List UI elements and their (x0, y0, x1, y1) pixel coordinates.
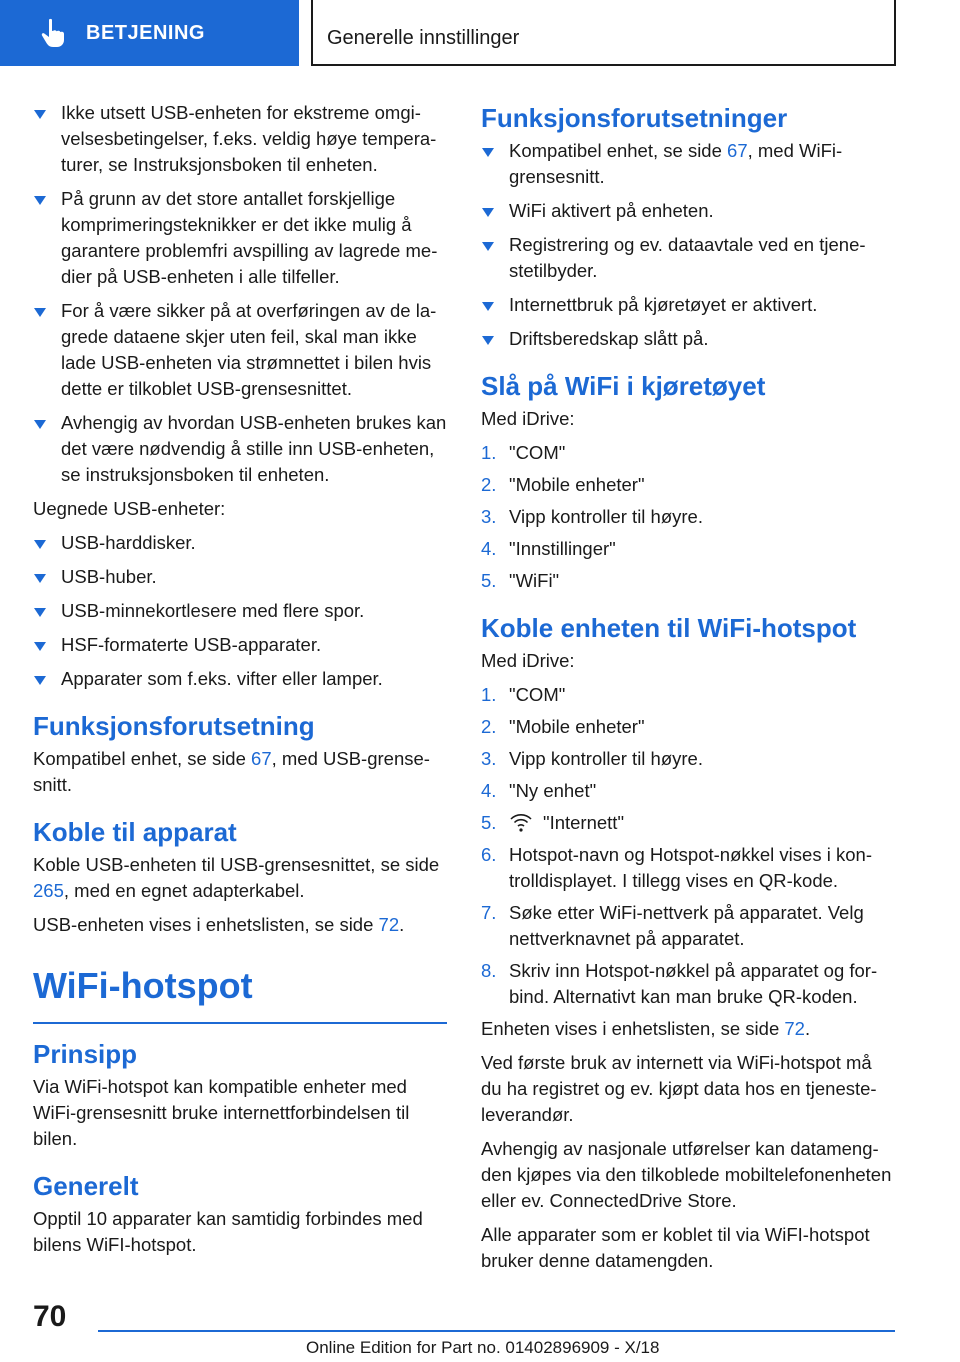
step-item: 4. "Ny enhet" (481, 780, 597, 801)
principle-heading: Prinsipp (33, 1038, 138, 1069)
bullet-triangle-icon (34, 308, 46, 317)
requirement-text: Kompatibel enhet, se side 67, med USB-grensesnitt. (33, 748, 430, 795)
principle-text: Via WiFi-hotspot kan kompatible enheter med WiFi-grensesnitt bruke internettforbindelsen til bilen. (33, 1075, 410, 1149)
wifi-intro: Med iDrive: (481, 408, 575, 429)
bullet-triangle-icon (34, 420, 46, 429)
wifi-icon (509, 811, 533, 833)
bullet-triangle-icon (34, 196, 46, 205)
step-item: 5. "Internett" (481, 812, 625, 833)
list-item: USB-huber. (33, 564, 447, 590)
general-heading: Generelt (33, 1170, 139, 1201)
list-item: USB-minnekortlesere med flere spor. (33, 598, 447, 624)
bullet-triangle-icon (482, 302, 494, 311)
edition-text: Online Edition for Part no. 01402896909 - X/18 (306, 1338, 660, 1357)
page-ref-link[interactable]: 67 (251, 748, 272, 769)
page-number: 70 (33, 1300, 67, 1333)
shared-data-text: Alle apparater som er koblet til via WiFI-hotspot bruker denne datamengden. (481, 1224, 870, 1271)
step-item: 8. Skriv inn Hotspot-nøkkel på apparatet og forbind. Alternativt kan man bruke QR-koden. (481, 960, 878, 1007)
step-item: 3. Vipp kontroller til høyre. (481, 506, 703, 527)
step-item: 4. "Innstillinger" (481, 538, 616, 559)
list-item: Apparater som f.eks. vifter eller lamper. (33, 666, 447, 692)
bullet-triangle-icon (34, 608, 46, 617)
step-item: 1. "COM" (481, 684, 566, 705)
first-use-text: Ved første bruk av internett via WiFi-hotspot må du ha registret og ev. kjøpt data hos en tjenesteleverandør. (481, 1052, 877, 1125)
header-divider (311, 0, 313, 64)
general-text: Opptil 10 apparater kan samtidig forbindes med bilens WiFI-hotspot. (33, 1207, 423, 1255)
bullet-triangle-icon (34, 642, 46, 651)
wifi-heading: Slå på WiFi i kjøretøyet (481, 371, 766, 401)
header-bottom-border (311, 64, 896, 66)
step-item: 1. "COM" (481, 442, 566, 463)
section-tab-label: BETJENING (86, 21, 205, 44)
list-item: For å være sikker på at overføringen av de lagrede dataene skjer uten feil, skal man ikke lade USB-enheten via strømnettet i bilen hvis dette er tilkoblet USB-grensesnittet. (33, 298, 447, 402)
device-list-text: Enheten vises i enhetslisten, se side 72. (481, 1018, 811, 1039)
step-item: 7. Søke etter WiFi-nettverk på apparatet. Velg nettverknavnet på apparatet. (481, 902, 864, 949)
page-ref-link[interactable]: 72 (784, 1018, 805, 1039)
page-ref-link[interactable]: 67 (727, 140, 748, 161)
requirement-heading: Funksjonsforutsetning (33, 711, 315, 741)
hotspot-heading: Koble enheten til WiFi-hotspot (481, 613, 857, 643)
list-item: Ikke utsett USB-enheten for ekstreme omgivelsesbetingelser, f.eks. veldig høye temperaturer, se Instruksjonsboken til enheten. (33, 100, 447, 178)
list-item: Avhengig av hvordan USB-enheten brukes kan det være nødvendig å stille inn USB-enheten, se instruksjonsboken til enheten. (33, 410, 447, 488)
step-item: 6. Hotspot-navn og Hotspot-nøkkel vises i kontrolldisplayet. I tillegg vises en QR-kode. (481, 844, 872, 891)
bullet-triangle-icon (34, 574, 46, 583)
requirements-heading: Funksjonsforutsetninger (481, 103, 788, 133)
bullet-triangle-icon (34, 110, 46, 119)
main-heading: WiFi-hotspot (33, 965, 253, 1006)
step-item: 3. Vipp kontroller til høyre. (481, 748, 703, 769)
hand-pointer-icon (40, 18, 66, 48)
page-ref-link[interactable]: 265 (33, 880, 64, 901)
page-ref-link[interactable]: 72 (378, 914, 400, 935)
list-item: Internettbruk på kjøretøyet er aktivert. (481, 292, 895, 318)
header-right-border (894, 0, 896, 64)
connect-text: Koble USB-enheten til USB-grensesnittet, se side 265, med en egnet adapterkabel. (33, 854, 440, 901)
bullet-triangle-icon (34, 676, 46, 685)
step-item: 2. "Mobile enheter" (481, 716, 645, 737)
connect-heading: Koble til apparat (33, 817, 237, 847)
list-item: Kompatibel enhet, se side 67, med WiFi-grensesnitt. (481, 138, 895, 190)
list-item: WiFi aktivert på enheten. (481, 198, 895, 224)
bullet-triangle-icon (482, 336, 494, 345)
list-item: På grunn av det store antallet forskjellige komprimeringsteknikker er det ikke mulig å garantere problemfri avspilling av lagrede medier på USB-enheten i alle tilfeller. (33, 186, 447, 290)
bullet-triangle-icon (482, 242, 494, 251)
hotspot-intro: Med iDrive: (481, 650, 575, 671)
bullet-triangle-icon (482, 148, 494, 157)
step-item: 5. "WiFi" (481, 570, 560, 591)
list-item: USB-harddisker. (33, 530, 447, 556)
chapter-title: Generelle innstillinger (327, 27, 520, 49)
data-volume-text: Avhengig av nasjonale utførelser kan datamengden kjøpes via den tilkoblede mobiltelefonenheten eller ev. ConnectedDrive Store. (481, 1138, 892, 1211)
step-item: 2. "Mobile enheter" (481, 474, 645, 495)
list-item: HSF-formaterte USB-apparater. (33, 632, 447, 658)
footer-rule (98, 1330, 895, 1332)
section-tab (0, 0, 299, 66)
right-column (481, 100, 895, 1282)
left-column (33, 100, 447, 1266)
bullet-triangle-icon (34, 540, 46, 549)
device-list-text: USB-enheten vises i enhetslisten, se side 72. (33, 914, 405, 935)
bullet-triangle-icon (482, 208, 494, 217)
list-item: Registrering og ev. dataavtale ved en tjenestetilbyder. (481, 232, 895, 284)
unsuitable-intro: Uegnede USB-enheter: (33, 498, 226, 519)
list-item: Driftsberedskap slått på. (481, 326, 895, 352)
heading-rule (33, 1022, 447, 1024)
